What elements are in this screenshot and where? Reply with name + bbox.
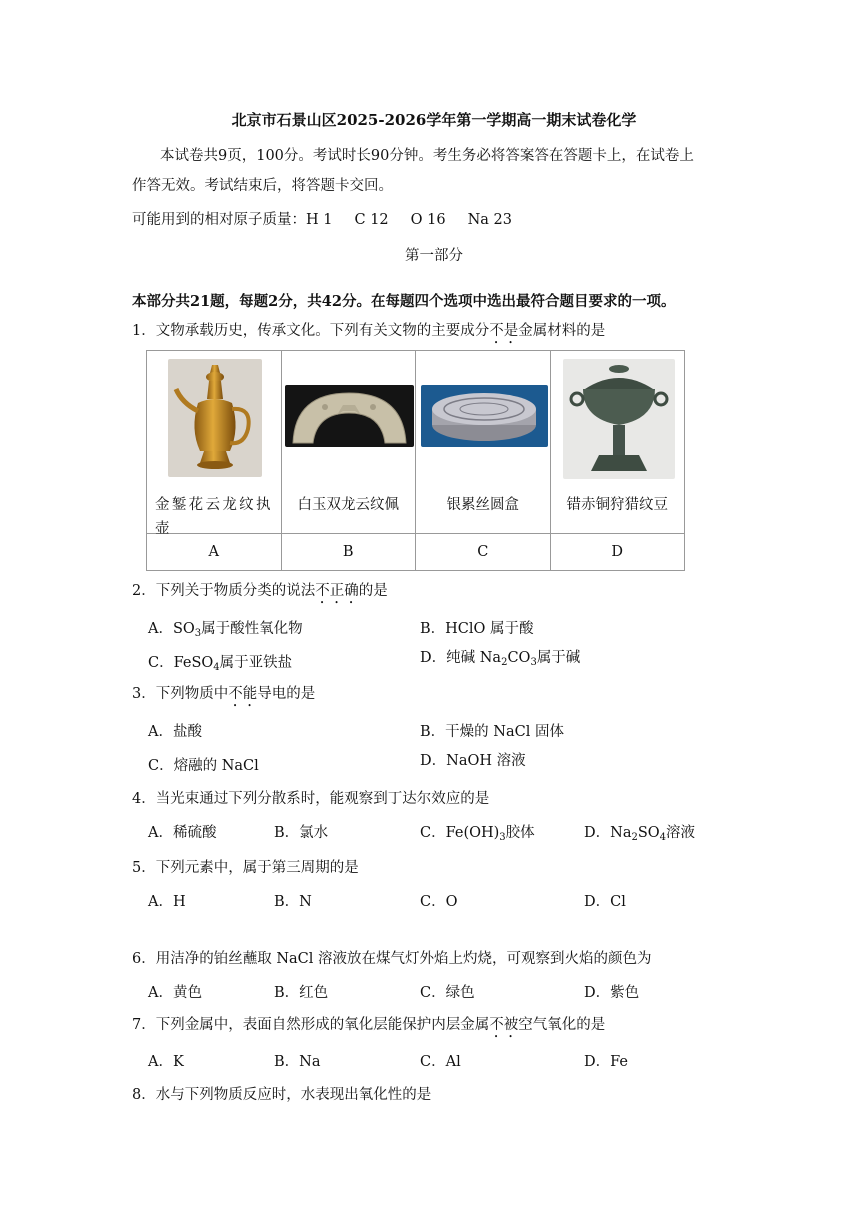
question-1-stem [132,323,605,347]
question-7-stem [132,1017,605,1041]
silver-box-image [421,385,548,447]
artifact-cell-a [147,351,282,537]
exam-title: 北京市石景山区2025-2026学年第一学期高一期末试卷化学 [231,111,637,129]
q2-option-a: A．$SO_3$属于酸性氧化物 [148,621,303,639]
q2-option-d: D．纯碱 $Na_2CO_3$属于碱 [420,650,581,668]
artifact-cell-b [281,351,416,534]
q7-option-d: D．Fe [584,1054,628,1070]
question-4-stem: 4．当光束通过下列分散系时，能观察到丁达尔效应的是 [132,791,490,807]
q7-stem-emphasis: 不被 [489,1017,519,1033]
q2-option-c: C．FeSO$_4$属于亚铁盐 [148,655,293,673]
question-8-stem: 8．水与下列物质反应时，水表现出氧化性的是 [132,1087,432,1103]
artifact-caption-b: 白玉双龙云纹佩 [297,497,399,513]
gold-ewer-image [168,359,262,477]
mass-h: H 1 [306,212,333,228]
part-instruction: 本部分共21题，每题2分，共42分。在每题四个选项中选出最符合题目要求的一项。 [132,293,676,310]
q3-option-d: D．NaOH 溶液 [420,753,526,769]
artifact-letter-b: B [281,534,416,571]
q1-stem-emphasis: 不是 [489,323,519,339]
q6-option-d: D．紫色 [584,985,640,1001]
q7-stem-pre: 7．下列金属中，表面自然形成的氧化层能保护内层金属 [132,1017,490,1033]
q3-stem-post: 导电的是 [257,686,316,702]
q7-option-b: B．Na [274,1054,321,1070]
q3-option-c: C．熔融的 NaCl [148,758,259,774]
q7-stem-post: 空气氧化的是 [518,1017,606,1033]
q5-option-b: B．N [274,894,312,910]
artifact-letter-c: C [416,534,551,571]
q7-option-a: A．K [148,1054,184,1070]
q3-stem-pre: 3．下列物质中 [132,686,229,702]
question-5-stem: 5．下列元素中，属于第三周期的是 [132,860,359,876]
q3-option-b: B．干燥的 NaCl 固体 [420,724,564,740]
q3-stem-emphasis: 不能 [228,686,258,702]
q5-option-c: C．O [420,894,458,910]
mass-na: Na 23 [467,212,512,228]
q4-option-a: A．稀硫酸 [148,825,217,841]
q4-option-c: C．$Fe(OH)_3$胶体 [420,825,535,843]
q5-option-d: D．Cl [584,894,626,910]
artifact-letter-a: A [147,534,282,571]
q1-stem-post: 金属材料的是 [518,323,606,339]
q2-stem-pre: 2．下列关于物质分类的说法 [132,583,316,599]
bronze-dou-image [563,359,675,479]
q2-stem-emphasis: 不正确 [315,583,359,599]
atomic-masses-label: 可能用到的相对原子质量： [132,212,306,228]
jade-pendant-image [285,385,414,447]
artifact-cell-c [416,351,551,534]
q5-option-a: A．H [148,894,186,910]
exam-note-line1: 本试卷共9页，100分。考试时长90分钟。考生务必将答案答在答题卡上，在试卷上 [160,148,694,164]
artifact-cell-d [550,351,685,534]
exam-note-line2: 作答无效。考试结束后，将答题卡交回。 [132,178,393,194]
mass-o: O 16 [410,212,446,228]
q2-option-b: B．HClO 属于酸 [420,621,534,637]
q4-option-b: B．氯水 [274,825,329,841]
question-3-stem [132,686,315,710]
artifact-caption-c: 银累丝圆盒 [446,497,519,513]
atomic-masses [132,212,534,229]
q7-option-c: C．Al [420,1054,461,1070]
question-2-stem [132,583,388,607]
q4-option-d: D．$Na_2SO_4$溶液 [584,825,696,843]
q6-option-b: B．红色 [274,985,329,1001]
q3-option-a: A．盐酸 [148,724,202,740]
q2-stem-post: 的是 [358,583,388,599]
q6-option-c: C．绿色 [420,985,475,1001]
artifact-caption-d: 错赤铜狩猎纹豆 [566,497,668,513]
question-6-stem: 6．用洁净的铂丝蘸取 NaCl 溶液放在煤气灯外焰上灼烧，可观察到火焰的颜色为 [132,951,652,967]
part-title: 第一部分 [405,248,463,264]
artifact-table [146,350,685,571]
q6-option-a: A．黄色 [148,985,202,1001]
mass-c: C 12 [354,212,389,228]
artifact-caption-a: 金錾花云龙纹执壶 [155,497,273,537]
artifact-letter-d: D [550,534,685,571]
q1-stem-pre: 1．文物承载历史，传承文化。下列有关文物的主要成分 [132,323,490,339]
